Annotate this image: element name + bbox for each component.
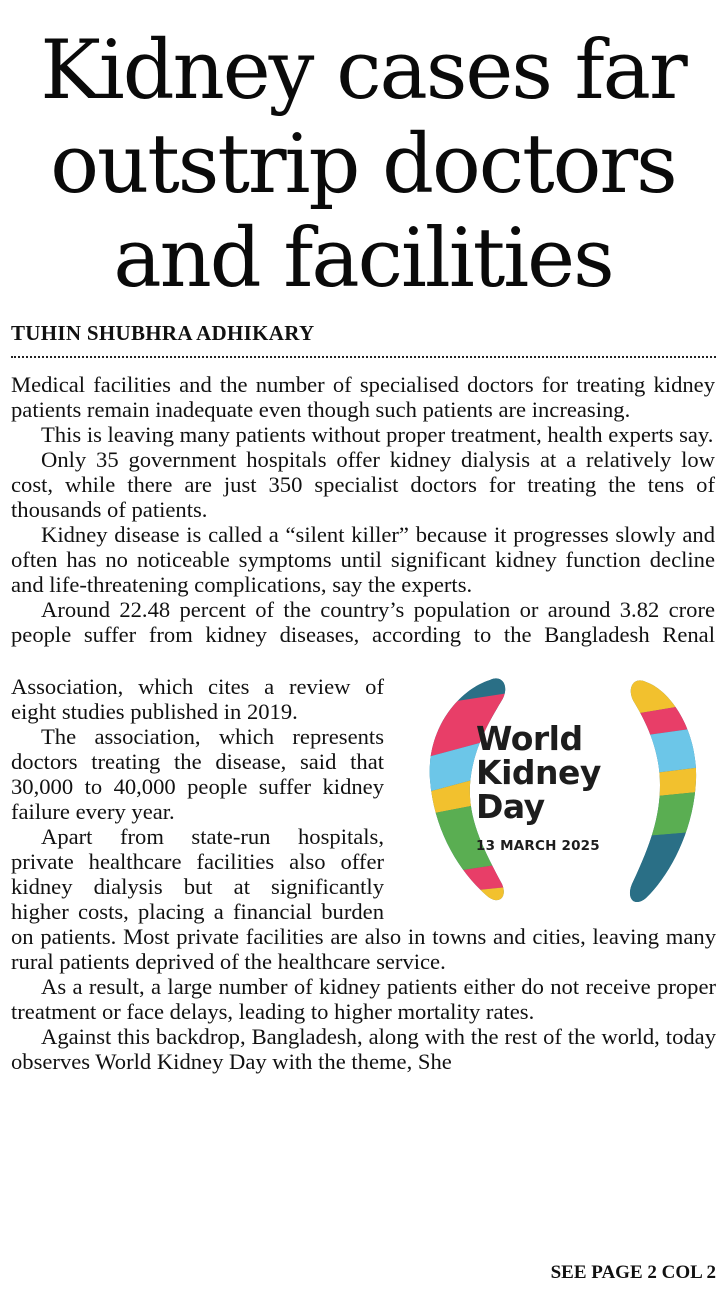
logo-line: World	[476, 719, 583, 758]
dotted-divider	[11, 356, 716, 358]
headline-line: Kidney cases far	[40, 24, 686, 118]
ribbon-segment	[398, 885, 528, 912]
float-offset	[715, 372, 716, 670]
paragraph: Around 22.48 percent of the country’s population or around 3.82 crore people suffer from kidney diseases, according to the Bangladesh Renal Association, which cites a review of eight studies published in 2019.	[11, 597, 715, 724]
paragraph: As a result, a large number of kidney patients either do not receive proper treatment or face delays, leading to higher mortality rates.	[11, 974, 716, 1024]
paragraph: Apart from state-run hospitals, private healthcare facilities also offer kidney dialysis but at significantly higher costs, placing a financial burden on patients. Most private facilities are also in towns and cities, leaving many rural patients deprived of the healthcare service.	[11, 824, 716, 974]
headline-line: and facilities	[113, 212, 613, 306]
logo-line: Day	[476, 787, 545, 826]
paragraph: The association, which represents doctors treating the disease, said that 30,000 to 40,000 people suffer kidney failure every year.	[11, 724, 384, 824]
paragraph: Only 35 government hospitals offer kidney dialysis at a relatively low cost, while there are just 350 specialist doctors for treating the tens of thousands of patients.	[11, 447, 715, 522]
paragraph: This is leaving many patients without proper treatment, health experts say.	[41, 422, 714, 447]
headline-line: outstrip doctors	[50, 118, 676, 212]
world-kidney-day-logo	[398, 670, 718, 912]
byline: TUHIN SHUBHRA ADHIKARY	[11, 321, 315, 345]
continuation-note: SEE PAGE 2 COL 2	[550, 1262, 716, 1283]
logo-wordmark	[476, 719, 656, 854]
paragraph: Medical facilities and the number of specialised doctors for treating kidney patients remain inadequate even though such patients are increasing.	[11, 372, 715, 422]
paragraph: Kidney disease is called a “silent killer” because it progresses slowly and often has no noticeable symptoms until significant kidney function decline and life-threatening complications, say the experts.	[11, 522, 715, 597]
paragraph: Against this backdrop, Bangladesh, along with the rest of the world, today observes World Kidney Day with the theme, She	[11, 1024, 716, 1074]
headline	[8, 24, 718, 306]
logo-date: 13 MARCH 2025	[476, 838, 600, 854]
logo-line: Kidney	[476, 753, 601, 792]
